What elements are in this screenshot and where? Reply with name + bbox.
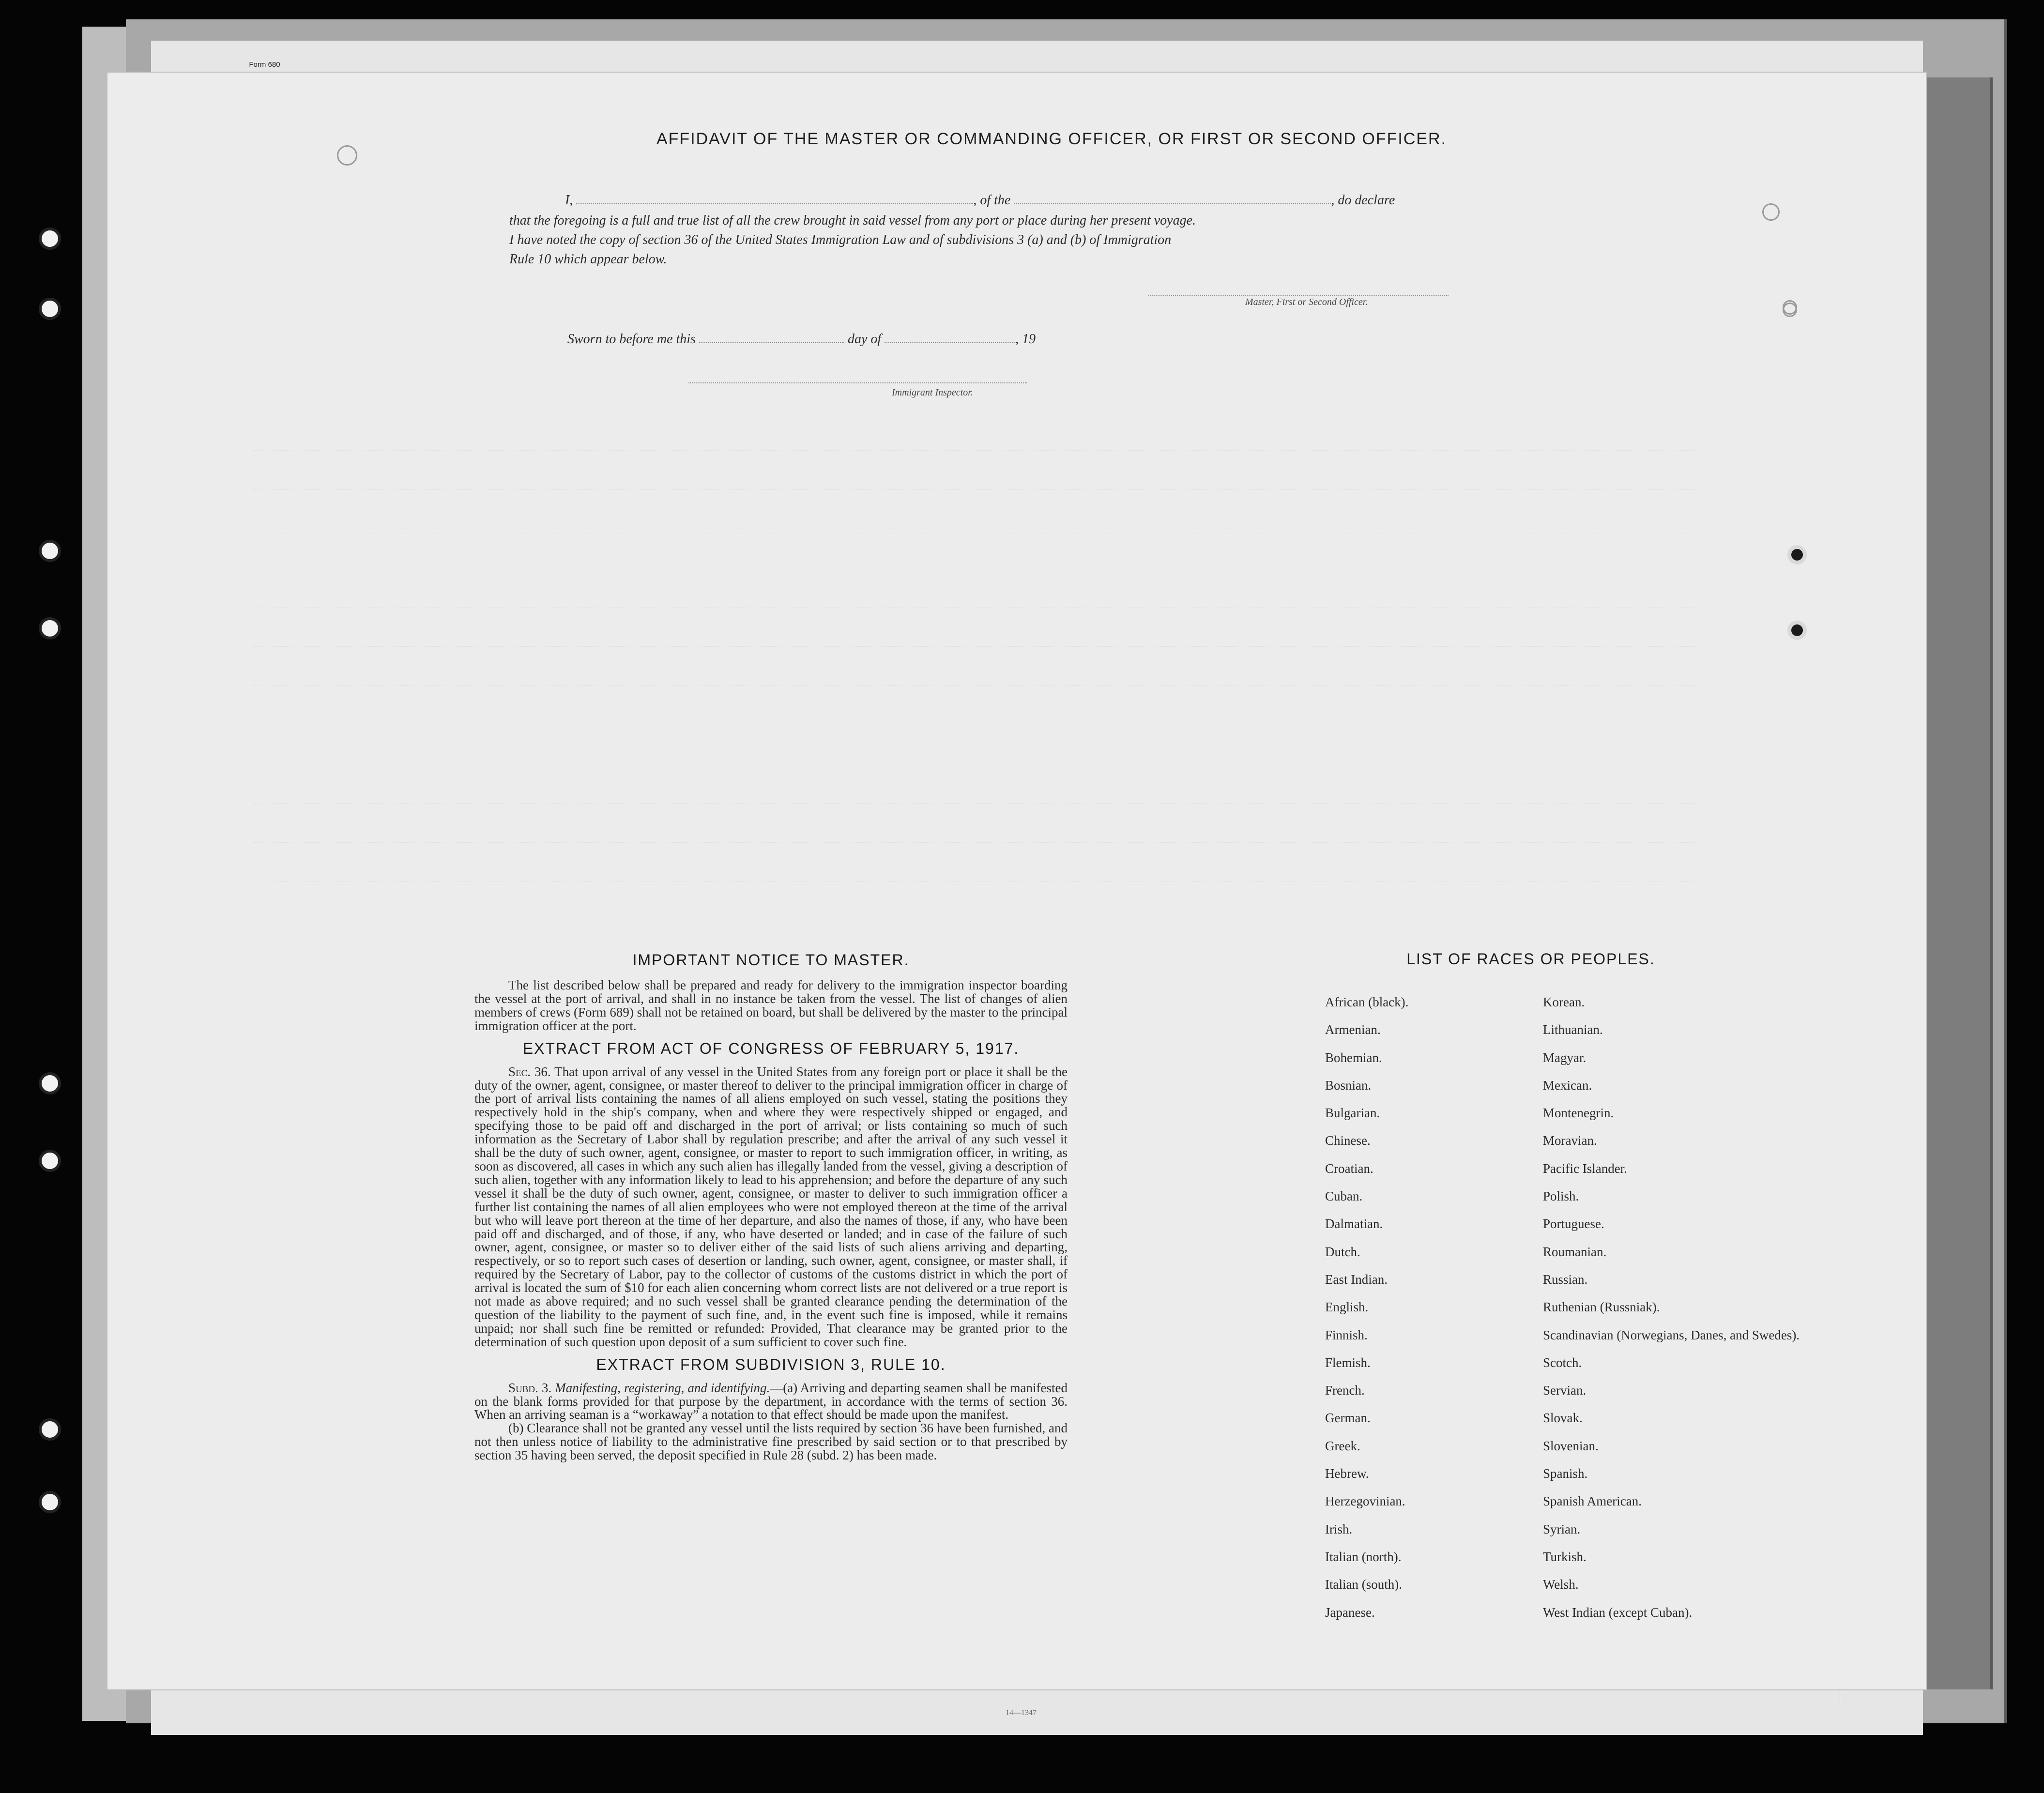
race-item: Dutch.: [1325, 1244, 1360, 1259]
race-item: East Indian.: [1325, 1272, 1388, 1287]
race-item: Finnish.: [1325, 1327, 1368, 1342]
master-signature-line[interactable]: [1148, 295, 1449, 296]
declaration-line: [565, 193, 1395, 208]
race-item: Mexican.: [1543, 1078, 1592, 1093]
race-item: Scandinavian (Norwegians, Danes, and Swedes).: [1543, 1327, 1800, 1342]
inspector-signature-line[interactable]: [688, 382, 1027, 383]
race-item: Bosnian.: [1325, 1078, 1372, 1093]
page-edge: [1917, 77, 1993, 1689]
subdivision-heading: Manifesting, registering, and identifying.: [555, 1380, 770, 1395]
race-item: Slovenian.: [1543, 1438, 1599, 1453]
rule-title: EXTRACT FROM SUBDIVISION 3, RULE 10.: [596, 1355, 946, 1373]
inspector-label: Immigrant Inspector.: [892, 387, 973, 398]
binder-hole: [1783, 300, 1797, 315]
section-36-body: That upon arrival of any vessel in the United States from any foreign port or place it shall be the duty of the owner, agent, consignee, or master thereof to deliver to the principal immigration officer in charge of the port of arrival lists containing the names of all aliens employed on such vessel, stating the positions they respectively hold in the ship's company, when and where they were respectively shipped or engaged, and specifying those to be paid off and discharged in the port of arrival; or lists containing so much of such information as the Secretary of Labor shall by regulation prescribe; and after the arrival of any such vessel it shall be the duty of such owner, agent, consignee, or master to report to such immigration officer, in writing, as soon as discovered, all cases in which any such alien has illegally landed from the vessel, giving a description of such alien, together with any information likely to lead to his apprehension; and before the departure of any such vessel it shall be the duty of such owner, agent, consignee, or master to deliver to such immigration officer a further list containing the names of all alien employees who were not employed thereon at the time of the arrival but who will leave port thereon at the time of her departure, and also the names of those, if any, who have been paid off and discharged, and of those, if any, who have deserted or landed; and in case of the failure of such owner, agent, consignee, or master so to deliver either of the said lists of such aliens arriving and departing, respectively, or so to report such cases of desertion or landing, such owner, agent, consignee, or master shall, if required by the Secretary of Labor, pay to the collector of customs of the customs district in which the port of arrival is located the sum of $10 for each alien concerning whom correct lists are not delivered or a true report is not made as above required; and no such vessel shall be granted clearance pending the determination of the question of the liability to the payment of such fine, and, in the event such fine is imposed, while it remains unpaid; nor shall such fine be remitted or refunded: Provided, That clearance may be granted prior to the determination of such question upon deposit of a sum sufficient to cover such fine.: [474, 1064, 1068, 1349]
notice-body: The list described below shall be prepared and ready for delivery to the immigration inspector boarding the vessel at the port of arrival, and shall in no instance be taken from the vessel. The list of changes of alien members of crews (Form 689) shall not be retained on board, but shall be delivered by the master to the principal immigration officer at the port.: [474, 978, 1068, 1033]
race-item: Armenian.: [1325, 1022, 1381, 1037]
race-item: Roumanian.: [1543, 1244, 1607, 1259]
race-item: Dalmatian.: [1325, 1216, 1383, 1231]
binder-hole: [1787, 545, 1807, 564]
binder-hole: [39, 1150, 61, 1172]
race-item: French.: [1325, 1383, 1365, 1398]
name-blank[interactable]: [576, 203, 973, 204]
binder-hole: [39, 228, 61, 250]
bleed-through-rows: [253, 411, 1705, 944]
binder-hole: [1762, 203, 1780, 221]
month-blank[interactable]: [885, 342, 1015, 343]
act-title: EXTRACT FROM ACT OF CONGRESS OF FEBRUARY 5, 1917.: [522, 1039, 1020, 1057]
declaration-line-2: that the foregoing is a full and true list of all the crew brought in said vessel from any port or place during her present voyage.: [509, 213, 1196, 228]
binder-hole: [39, 540, 61, 562]
race-item: Bohemian.: [1325, 1050, 1382, 1065]
race-item: Moravian.: [1543, 1133, 1597, 1148]
form-number: Form 680: [249, 61, 280, 69]
binder-hole: [39, 1491, 61, 1513]
race-item: Irish.: [1325, 1521, 1353, 1536]
sworn-line: [567, 332, 1036, 347]
race-item: Cuban.: [1325, 1189, 1363, 1204]
race-item: Greek.: [1325, 1438, 1360, 1453]
race-item: Bulgarian.: [1325, 1106, 1380, 1121]
binder-hole: [39, 298, 61, 320]
sworn-year: , 19: [1015, 332, 1036, 347]
declaration-line-3: I have noted the copy of section 36 of the United States Immigration Law and of subdivisions 3 (a) and (b) of Immigration: [509, 232, 1172, 247]
races-title: LIST OF RACES OR PEOPLES.: [1406, 950, 1655, 968]
declaration-line-4: Rule 10 which appear below.: [509, 252, 667, 267]
section-label: Sec. 36.: [508, 1064, 551, 1079]
race-item: Spanish.: [1543, 1466, 1588, 1481]
race-item: Croatian.: [1325, 1161, 1373, 1176]
vessel-blank[interactable]: [1014, 203, 1331, 204]
race-item: Turkish.: [1543, 1549, 1586, 1564]
notice-title: IMPORTANT NOTICE TO MASTER.: [632, 951, 910, 969]
race-item: Ruthenian (Russniak).: [1543, 1300, 1660, 1315]
race-item: Italian (south).: [1325, 1577, 1402, 1592]
race-item: African (black).: [1325, 995, 1409, 1009]
binder-hole: [39, 1418, 61, 1441]
affidavit-page: [107, 73, 1926, 1717]
race-item: Flemish.: [1325, 1355, 1371, 1370]
subdivision-b-text: (b) Clearance shall not be granted any vessel until the lists required by section 36 have been furnished, and not then unless notice of liability to the administrative fine prescribed by said section or to that prescribed by section 35 having been served, the deposit specified in Rule 28 (subd. 2) has been made.: [474, 1421, 1068, 1463]
race-item: Korean.: [1543, 995, 1585, 1009]
subdivision-a-text: [474, 1382, 1068, 1422]
race-item: German.: [1325, 1411, 1371, 1426]
race-item: Herzegovinian.: [1325, 1494, 1405, 1509]
races-column-2: [1543, 995, 1800, 1633]
race-item: Welsh.: [1543, 1577, 1579, 1592]
race-item: Montenegrin.: [1543, 1106, 1614, 1121]
race-item: Japanese.: [1325, 1605, 1375, 1620]
race-item: Lithuanian.: [1543, 1022, 1603, 1037]
subdivision-a-body: —(a) Arriving and departing seamen shall be manifested on the blank forms provided for that purpose by the department, in accordance with the terms of section 36. When an arriving seaman is a “workaway” a notation to that effect should be made upon the manifest.: [474, 1380, 1068, 1422]
race-item: Portuguese.: [1543, 1216, 1604, 1231]
race-item: English.: [1325, 1300, 1369, 1315]
sworn-day-of: day of: [847, 332, 882, 347]
race-item: Hebrew.: [1325, 1466, 1369, 1481]
day-blank[interactable]: [699, 342, 844, 343]
race-item: West Indian (except Cuban).: [1543, 1605, 1693, 1620]
race-item: Scotch.: [1543, 1355, 1582, 1370]
declaration-of-the: , of the: [973, 193, 1011, 208]
affidavit-title: AFFIDAVIT OF THE MASTER OR COMMANDING OFFICER, OR FIRST OR SECOND OFFICER.: [656, 130, 1447, 148]
binder-hole: [39, 617, 61, 639]
race-item: Italian (north).: [1325, 1549, 1402, 1564]
race-item: Pacific Islander.: [1543, 1161, 1627, 1176]
subdivision-label: Subd. 3.: [508, 1380, 552, 1395]
declaration-i: I,: [565, 193, 573, 208]
binder-hole: [337, 145, 357, 166]
race-item: Spanish American.: [1543, 1494, 1642, 1509]
binder-hole: [39, 1072, 61, 1094]
section-36-text: [474, 1065, 1068, 1349]
race-item: Servian.: [1543, 1383, 1586, 1398]
master-signature-label: Master, First or Second Officer.: [1245, 297, 1368, 307]
form-code: 14—1347: [1006, 1709, 1037, 1717]
race-item: Slovak.: [1543, 1411, 1583, 1426]
race-item: Magyar.: [1543, 1050, 1586, 1065]
races-column-1: [1325, 995, 1408, 1633]
race-item: Syrian.: [1543, 1521, 1581, 1536]
binder-hole: [1787, 621, 1807, 640]
race-item: Polish.: [1543, 1189, 1579, 1204]
declaration-end: , do declare: [1331, 193, 1395, 208]
race-item: Russian.: [1543, 1272, 1588, 1287]
sworn-before-me: Sworn to before me this: [567, 332, 696, 347]
notice-block: [474, 951, 1068, 1462]
race-item: Chinese.: [1325, 1133, 1371, 1148]
